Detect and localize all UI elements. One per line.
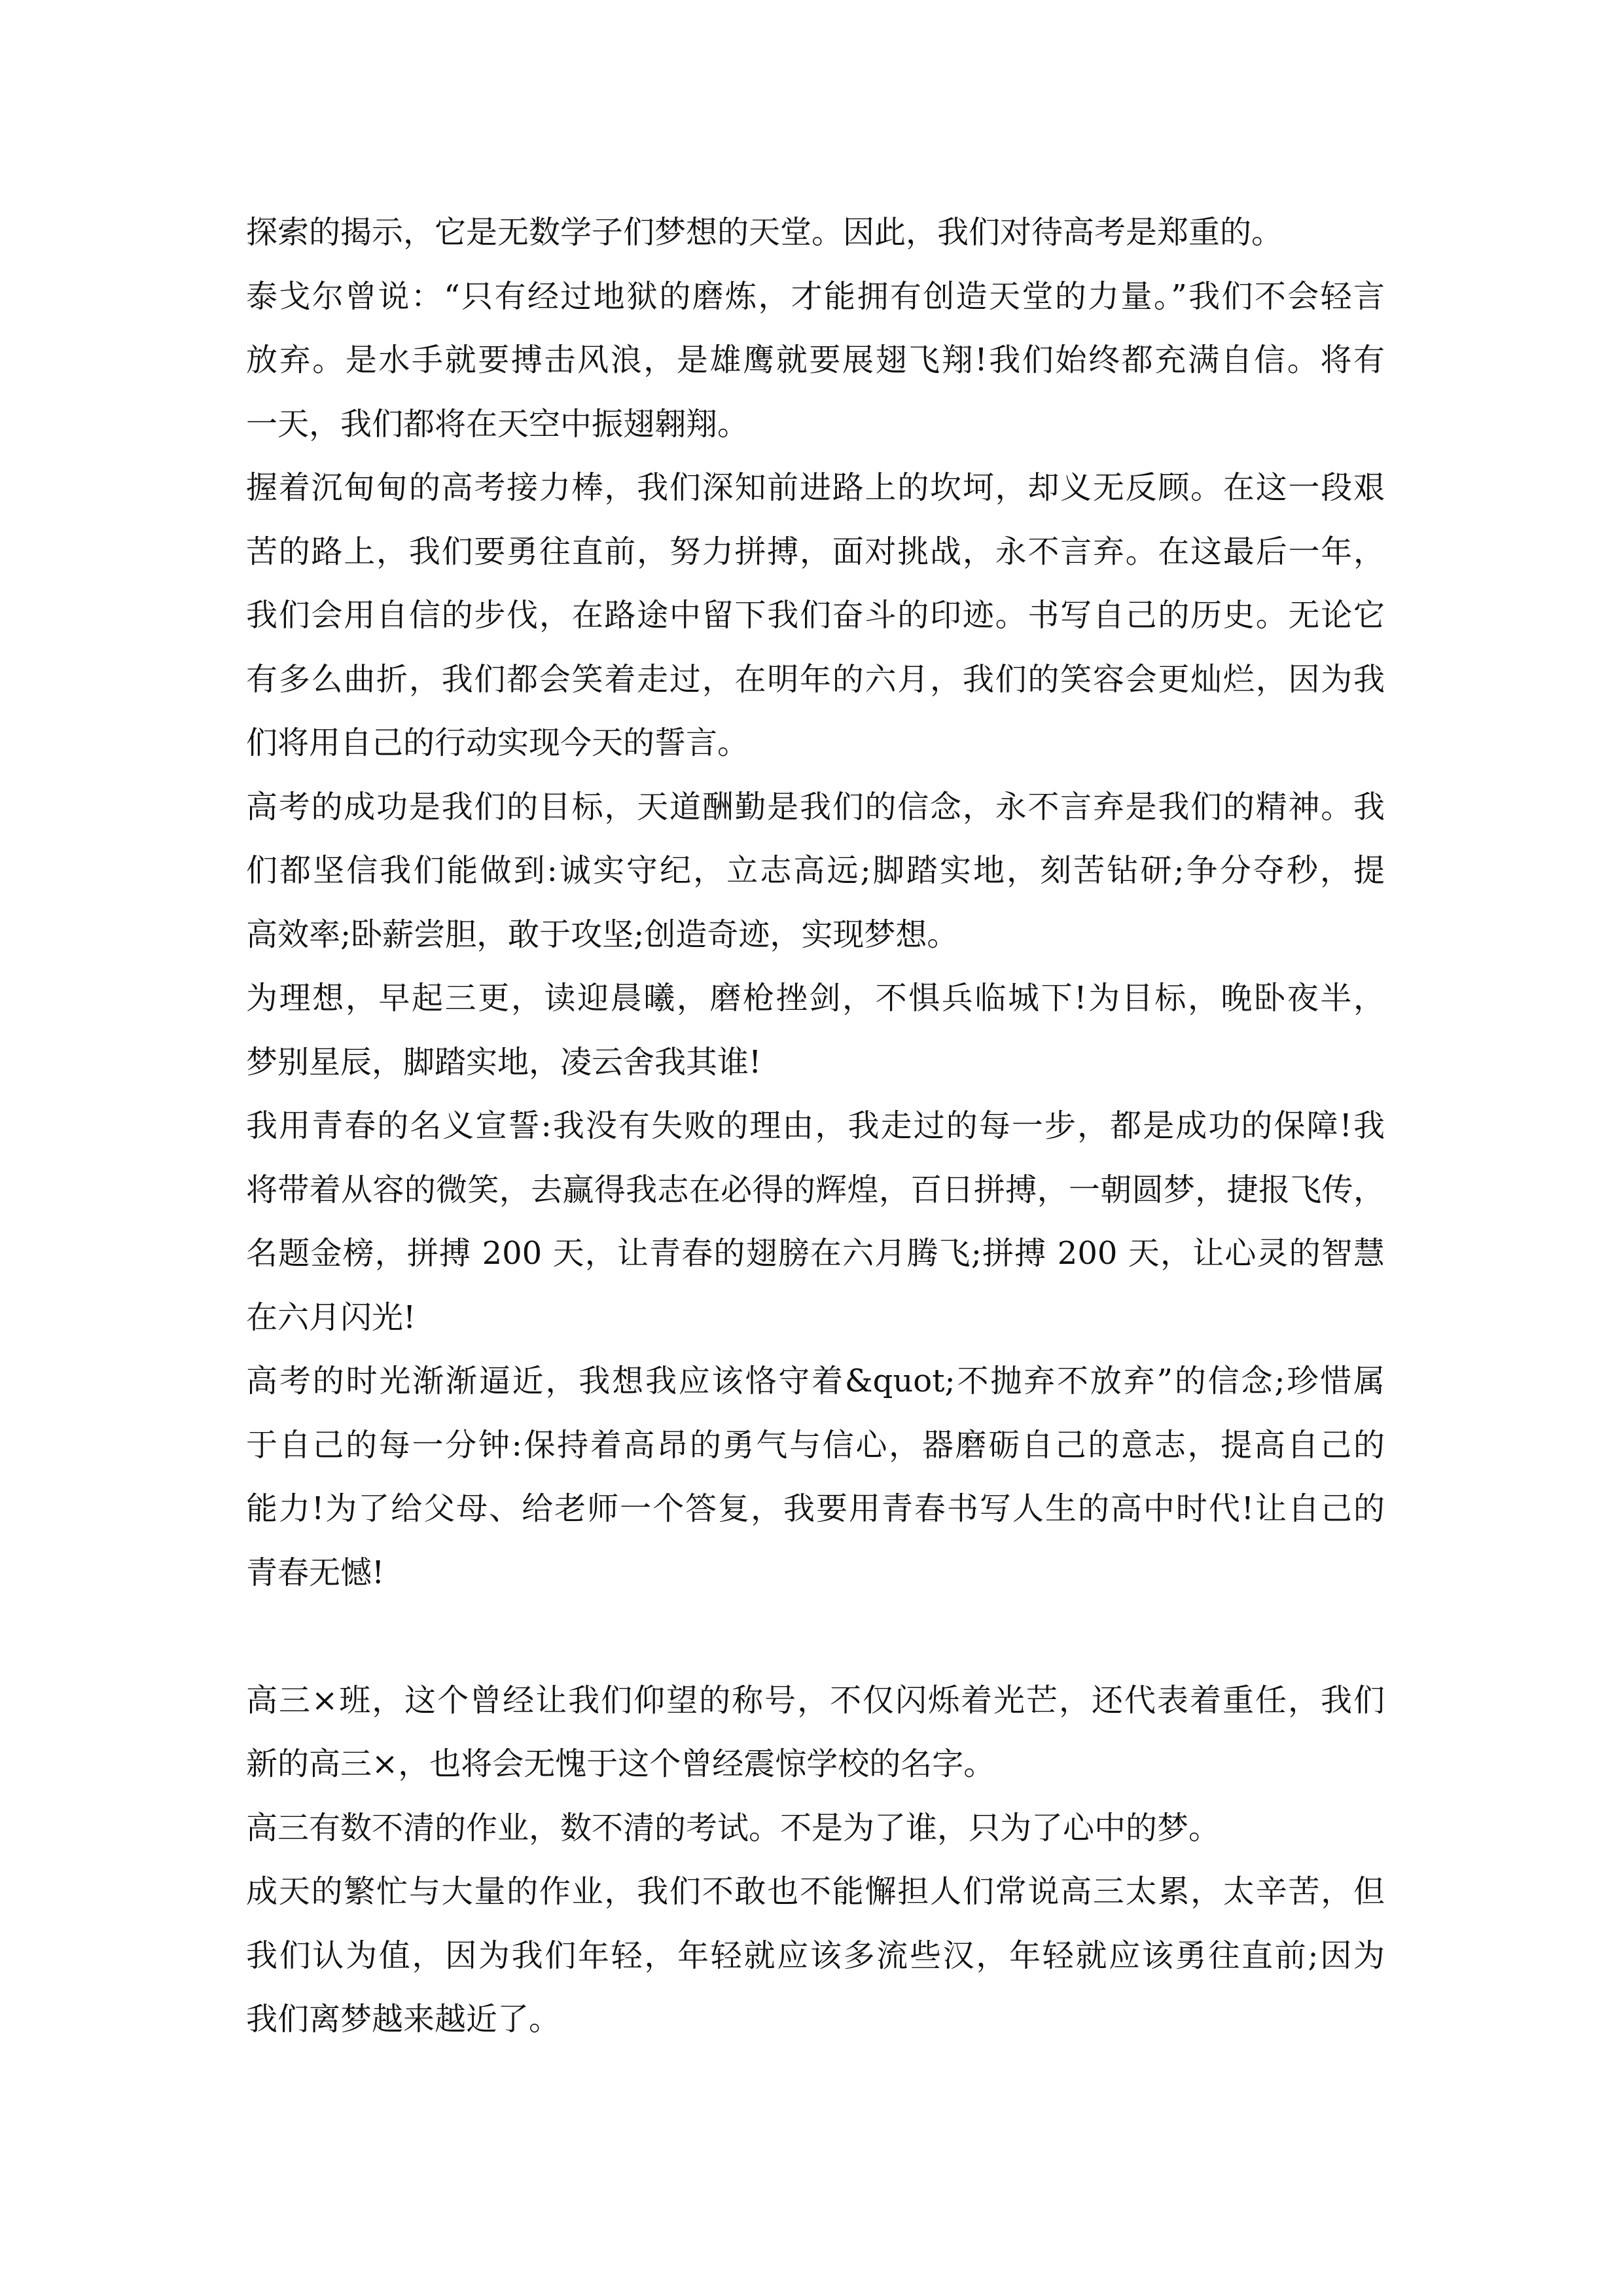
text-line: 能力!为了给父母、给老师一个答复，我要用青春书写人生的高中时代!让自己的 <box>246 1490 1385 1527</box>
text-line: 为理想，早起三更，读迎晨曦，磨枪挫剑，不惧兵临城下!为目标，晚卧夜半， <box>246 980 1385 1016</box>
text-line: 探索的揭示，它是无数学子们梦想的天堂。因此，我们对待高考是郑重的。 <box>246 214 1283 251</box>
text-line: 我们离梦越来越近了。 <box>246 2001 561 2037</box>
text-line: 新的高三×，也将会无愧于这个曾经震惊学校的名字。 <box>246 1746 995 1782</box>
text-line: 高考的成功是我们的目标，天道酬勤是我们的信念，永不言弃是我们的精神。我 <box>246 788 1385 825</box>
text-line: 梦别星辰，脚踏实地，凌云舍我其谁! <box>246 1043 762 1081</box>
text-line: 放弃。是水手就要搏击风浪，是雄鹰就要展翅飞翔!我们始终都充满自信。将有 <box>246 342 1385 378</box>
text-line: 高三×班，这个曾经让我们仰望的称号，不仅闪烁着光芒，还代表着重任，我们 <box>246 1681 1385 1719</box>
text-line: 名题金榜，拼搏 200 天，让青春的翅膀在六月腾飞;拼搏 200 天，让心灵的智慧 <box>246 1235 1385 1272</box>
text-line: 青春无憾! <box>246 1554 385 1591</box>
text-line: 高效率;卧薪尝胆，敢于攻坚;创造奇迹，实现梦想。 <box>246 916 959 953</box>
text-line: 将带着从容的微笑，去赢得我志在必得的辉煌，百日拼搏，一朝圆梦，捷报飞传， <box>246 1171 1385 1208</box>
text-line: 于自己的每一分钟:保持着高昂的勇气与信心，器磨砺自己的意志，提高自己的 <box>246 1426 1385 1463</box>
text-line: 我用青春的名义宣誓:我没有失败的理由，我走过的每一步，都是成功的保障!我 <box>246 1107 1385 1144</box>
text-line: 高考的时光渐渐逼近，我想我应该恪守着&quot;不抛弃不放弃”的信念;珍惜属 <box>246 1363 1385 1399</box>
text-line: 苦的路上，我们要勇往直前，努力拼搏，面对挑战，永不言弃。在这最后一年， <box>246 533 1385 570</box>
text-line: 们都坚信我们能做到:诚实守纪，立志高远;脚踏实地，刻苦钻研;争分夺秒，提 <box>246 852 1385 889</box>
text-line: 有多么曲折，我们都会笑着走过，在明年的六月，我们的笑容会更灿烂，因为我 <box>246 660 1385 698</box>
text-line: 们将用自己的行动实现今天的誓言。 <box>246 725 749 761</box>
text-line: 成天的繁忙与大量的作业，我们不敢也不能懈担人们常说高三太累，太辛苦，但 <box>246 1873 1385 1910</box>
paragraph-gap <box>246 1605 1385 1669</box>
text-line: 在六月闪光! <box>246 1299 416 1336</box>
text-line: 握着沉甸甸的高考接力棒，我们深知前进路上的坎坷，却义无反顾。在这一段艰 <box>246 469 1385 506</box>
text-line: 我们认为值，因为我们年轻，年轻就应该多流些汉，年轻就应该勇往直前;因为 <box>246 1937 1385 1974</box>
text-line: 我们会用自信的步伐，在路途中留下我们奋斗的印迹。书写自己的历史。无论它 <box>246 597 1385 634</box>
text-line: 泰戈尔曾说：“只有经过地狱的磨炼，才能拥有创造天堂的力量。”我们不会轻言 <box>246 278 1385 315</box>
text-line: 高三有数不清的作业，数不清的考试。不是为了谁，只为了心中的梦。 <box>246 1809 1221 1846</box>
document-body <box>246 201 1385 2052</box>
text-line: 一天，我们都将在天空中振翅翱翔。 <box>246 405 749 442</box>
